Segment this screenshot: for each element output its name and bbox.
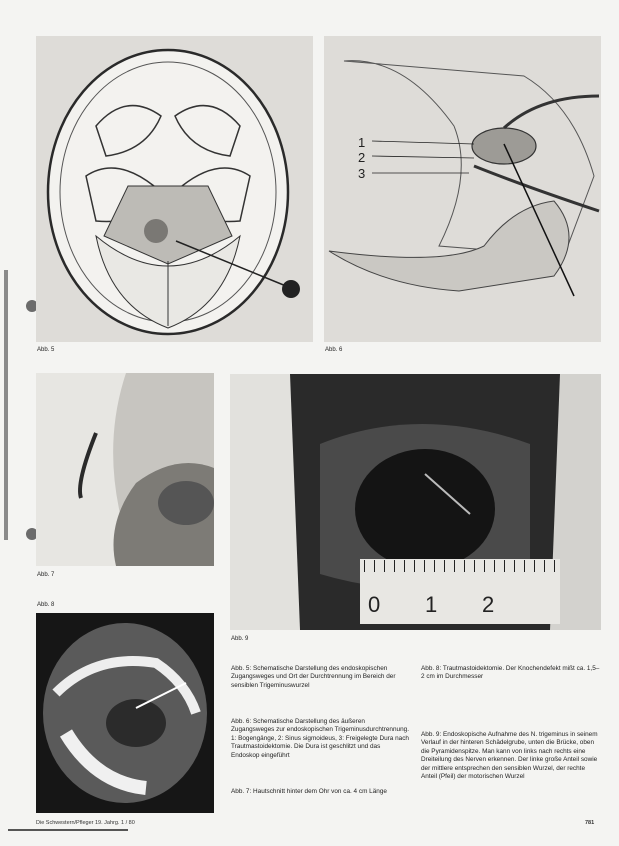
footer-journal: Die Schwestern/Pfleger 19. Jahrg. 1 / 80 [36, 820, 135, 826]
ruler-number-2: 2 [482, 592, 495, 617]
figure-8-label: Abb. 8 [37, 602, 55, 608]
caption-figure-9: Abb. 9: Endoskopische Aufnahme des N. trigeminus in seinem Verlauf in der hinteren Schädelgrube, unten die Brücke, oben die Pyramidenspitze. Man kann von links nach rechts eine Dreiteilung des Nerven erkennen. Der linke große Anteil sowie der mittlere entsprechen den sensiblen Wurzel, der rechte Anteil (Pfeil) der motorischen Wurzel [421, 731, 598, 781]
figure-9-photo-surgical [230, 374, 601, 630]
caption-figure-8: Abb. 8: Trautmastoidektomie. Der Knochendefekt mißt ca. 1,5–2 cm im Durchmesser [421, 665, 600, 681]
figure-5-label: Abb. 5 [37, 347, 55, 353]
figure-6-label: Abb. 6 [325, 347, 343, 353]
figure-7-photo-incision [36, 373, 214, 566]
figure-5-skull-drawing [36, 36, 313, 342]
figure-6-number-2: 2 [358, 150, 366, 165]
caption-figure-6: Abb. 6: Schematische Darstellung des äußeren Zugangsweges zur endoskopischen Trigeminusdurchtrennung. 1: Bogengänge, 2: Sinus sigmoideus, 3: Freigelegte Dura nach Trautmastoidektomie. Die Dura ist geschlitzt und das Endoskop eingeführt [231, 718, 409, 759]
footer-page-number: 781 [585, 820, 595, 826]
figure-6-ear-schematic [324, 36, 601, 342]
footer-rule [8, 829, 128, 831]
ruler-number-1: 1 [425, 592, 438, 617]
margin-bar [4, 270, 8, 540]
figure-8-photo-endoscopic [36, 613, 214, 813]
figure-6-number-3: 3 [358, 166, 366, 181]
figure-7-label: Abb. 7 [37, 572, 55, 578]
ruler-number-0: 0 [368, 592, 381, 617]
caption-figure-5: Abb. 5: Schematische Darstellung des endoskopischen Zugangsweges und Ort der Durchtrennung im Bereich der sensiblen Trigeminuswurzel [231, 665, 396, 689]
figure-6-number-1: 1 [358, 135, 366, 150]
caption-figure-7: Abb. 7: Hautschnitt hinter dem Ohr von ca. 4 cm Länge [231, 788, 387, 795]
ruler [364, 560, 560, 574]
figure-9-label: Abb. 9 [231, 636, 249, 642]
